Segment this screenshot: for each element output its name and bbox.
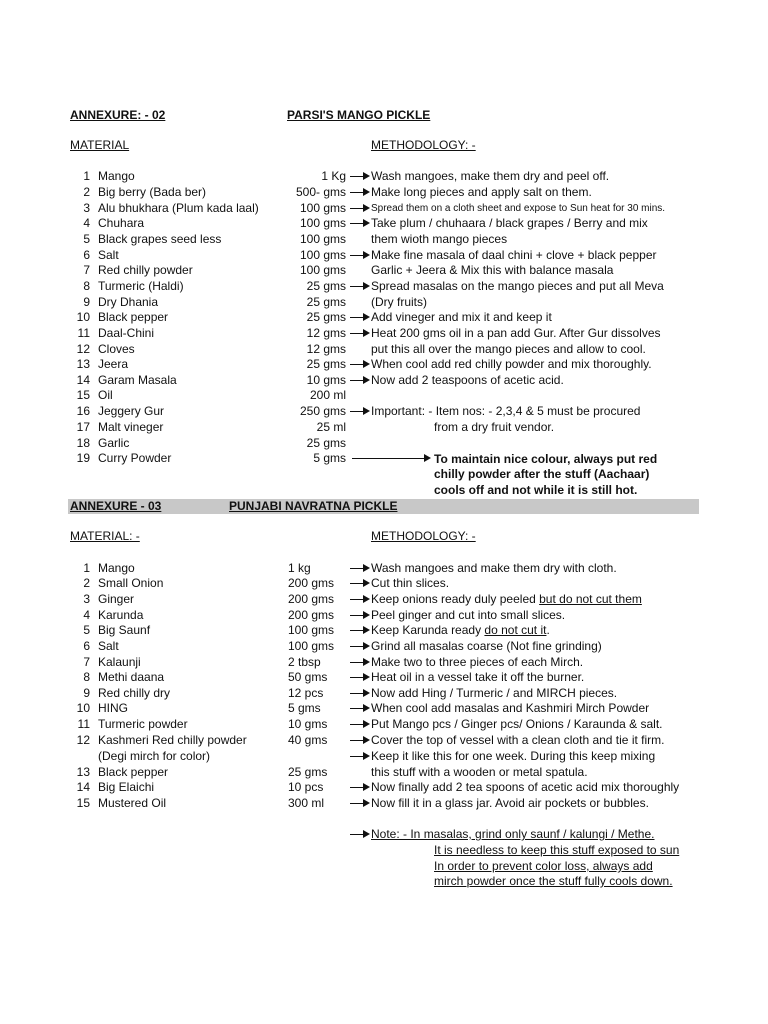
method-step-emphasis: but do not cut them bbox=[539, 592, 642, 606]
method-step bbox=[371, 670, 584, 685]
method-step bbox=[371, 655, 583, 670]
method-step bbox=[371, 780, 679, 795]
item-number: 9 bbox=[83, 686, 90, 700]
arrow-icon bbox=[350, 626, 370, 634]
item-name: Mustered Oil bbox=[98, 796, 167, 810]
item-quantity: 50 gms bbox=[288, 670, 328, 684]
colour-note-line-2: chilly powder after the stuff (Aachaar) bbox=[434, 467, 650, 481]
item-name: Red chilly dry bbox=[98, 686, 171, 700]
arrow-icon bbox=[350, 752, 370, 760]
item-name: Dry Dhania bbox=[98, 295, 159, 309]
method-step: them wioth mango pieces bbox=[371, 232, 508, 246]
method-step bbox=[371, 608, 565, 623]
method-step-text: Keep onions ready duly peeled bbox=[371, 592, 540, 606]
item-name: Big Saunf bbox=[98, 623, 151, 637]
masala-note-line-1: Note: - In masalas, grind only saunf / kalungi / Methe. bbox=[371, 827, 655, 841]
method-step-text: Cover the top of vessel with a clean cloth and tie it firm. bbox=[371, 733, 665, 747]
method-step bbox=[371, 592, 642, 607]
item-quantity: 12 gms bbox=[306, 326, 346, 340]
method-step-text: Grind all masalas coarse (Not fine grinding) bbox=[371, 639, 602, 653]
arrow-icon bbox=[350, 407, 370, 415]
arrow-icon bbox=[350, 282, 370, 290]
item-name: Malt vineger bbox=[98, 420, 164, 434]
item-quantity: 200 gms bbox=[288, 608, 335, 622]
method-step bbox=[371, 701, 649, 716]
item-number: 6 bbox=[83, 248, 90, 262]
method-step: Spread masalas on the mango pieces and put all Meva bbox=[371, 279, 664, 293]
method-step-emphasis: do not cut it bbox=[484, 623, 547, 637]
item-name: Oil bbox=[98, 388, 113, 402]
item-name: Big berry (Bada ber) bbox=[98, 185, 207, 199]
arrow-icon bbox=[350, 736, 370, 744]
item-number: 5 bbox=[83, 232, 90, 246]
method-step: Important: - Item nos: - 2,3,4 & 5 must be procured bbox=[371, 404, 641, 418]
method-step bbox=[371, 733, 664, 748]
item-quantity: 1 kg bbox=[288, 561, 311, 575]
method-step: When cool add red chilly powder and mix thoroughly. bbox=[371, 357, 652, 371]
item-number: 2 bbox=[83, 576, 90, 590]
arrow-icon bbox=[350, 219, 370, 227]
item-name: Jeggery Gur bbox=[98, 404, 165, 418]
item-quantity: 100 gms bbox=[299, 201, 346, 215]
item-quantity: 25 gms bbox=[306, 436, 346, 450]
item-name: Curry Powder bbox=[98, 451, 172, 465]
item-quantity: 10 gms bbox=[288, 717, 328, 731]
material-heading-03: MATERIAL: - bbox=[70, 529, 140, 543]
item-name: Mango bbox=[98, 169, 135, 183]
item-name: HING bbox=[98, 701, 128, 715]
arrow-icon bbox=[350, 642, 370, 650]
item-name: (Degi mirch for color) bbox=[98, 749, 211, 763]
item-quantity: 40 gms bbox=[288, 733, 328, 747]
item-name: Black pepper bbox=[98, 765, 169, 779]
item-number: 13 bbox=[76, 765, 90, 779]
method-step: Now add 2 teaspoons of acetic acid. bbox=[371, 373, 564, 387]
method-step bbox=[371, 765, 588, 780]
item-name: Black grapes seed less bbox=[98, 232, 222, 246]
item-number: 8 bbox=[83, 279, 90, 293]
item-number: 4 bbox=[83, 216, 90, 230]
item-quantity: 25 gms bbox=[288, 765, 328, 779]
item-name: Garlic bbox=[98, 436, 130, 450]
masala-note-line-2: It is needless to keep this stuff exposed to sun bbox=[434, 843, 680, 857]
item-number: 15 bbox=[76, 388, 90, 402]
item-number: 3 bbox=[83, 201, 90, 215]
method-step-text: Peel ginger and cut into small slices. bbox=[371, 608, 566, 622]
annexure-02-title: PARSI'S MANGO PICKLE bbox=[287, 108, 431, 122]
item-name: Alu bhukhara (Plum kada laal) bbox=[98, 201, 259, 215]
method-step-text: Keep it like this for one week. During this keep mixing bbox=[371, 749, 656, 763]
item-name: Black pepper bbox=[98, 310, 169, 324]
item-quantity: 500- gms bbox=[295, 185, 346, 199]
item-number: 18 bbox=[76, 436, 90, 450]
item-name: Methi daana bbox=[98, 670, 165, 684]
item-name: Turmeric (Haldi) bbox=[98, 279, 184, 293]
long-arrow-icon bbox=[352, 454, 431, 462]
item-number: 8 bbox=[83, 670, 90, 684]
arrow-icon bbox=[350, 564, 370, 572]
method-step-text: this stuff with a wooden or metal spatula. bbox=[371, 765, 588, 779]
method-step: Take plum / chuhaara / black grapes / Berry and mix bbox=[371, 216, 648, 230]
method-step bbox=[371, 686, 617, 701]
annexure-03-title: PUNJABI NAVRATNA PICKLE bbox=[229, 499, 398, 513]
method-step-text: Cut thin slices. bbox=[371, 576, 450, 590]
item-number: 9 bbox=[83, 295, 90, 309]
arrow-icon bbox=[350, 172, 370, 180]
item-number: 13 bbox=[76, 357, 90, 371]
item-number: 7 bbox=[83, 655, 90, 669]
arrow-icon bbox=[350, 658, 370, 666]
item-name: Karunda bbox=[98, 608, 144, 622]
item-name: Kalaunji bbox=[98, 655, 141, 669]
method-step: from a dry fruit vendor. bbox=[434, 420, 555, 434]
method-step-text: Keep Karunda ready bbox=[371, 623, 485, 637]
item-quantity: 25 gms bbox=[306, 310, 346, 324]
method-step-tail: . bbox=[546, 623, 550, 637]
item-quantity: 300 ml bbox=[288, 796, 325, 810]
item-quantity: 5 gms bbox=[288, 701, 321, 715]
item-quantity: 100 gms bbox=[299, 216, 346, 230]
arrow-icon bbox=[350, 251, 370, 259]
arrow-icon bbox=[350, 704, 370, 712]
method-step bbox=[371, 749, 655, 764]
arrow-icon bbox=[350, 830, 370, 838]
method-step: Make long pieces and apply salt on them. bbox=[371, 185, 592, 199]
method-step-text: Make two to three pieces of each Mirch. bbox=[371, 655, 584, 669]
material-heading-02: MATERIAL bbox=[70, 138, 130, 152]
method-step bbox=[371, 623, 550, 638]
method-step-text: Now fill it in a glass jar. Avoid air pockets or bubbles. bbox=[371, 796, 649, 810]
arrow-icon bbox=[350, 799, 370, 807]
item-number: 10 bbox=[76, 310, 90, 324]
item-name: Ginger bbox=[98, 592, 135, 606]
item-name: Red chilly powder bbox=[98, 263, 193, 277]
arrow-icon bbox=[350, 595, 370, 603]
method-step bbox=[371, 717, 663, 732]
method-step: Heat 200 gms oil in a pan add Gur. After Gur dissolves bbox=[371, 326, 661, 340]
item-number: 6 bbox=[83, 639, 90, 653]
item-number: 1 bbox=[83, 561, 90, 575]
item-name: Kashmeri Red chilly powder bbox=[98, 733, 247, 747]
item-quantity: 100 gms bbox=[288, 623, 335, 637]
method-step-text: Wash mangoes and make them dry with cloth. bbox=[371, 561, 617, 575]
item-number: 15 bbox=[76, 796, 90, 810]
item-name: Mango bbox=[98, 561, 135, 575]
method-step bbox=[371, 796, 649, 811]
method-step: Garlic + Jeera & Mix this with balance masala bbox=[371, 263, 614, 277]
item-number: 12 bbox=[76, 342, 90, 356]
item-number: 5 bbox=[83, 623, 90, 637]
annexure-02-label: ANNEXURE: - 02 bbox=[70, 108, 166, 122]
method-step bbox=[371, 576, 449, 591]
item-name: Salt bbox=[98, 248, 119, 262]
item-number: 19 bbox=[76, 451, 90, 465]
item-name: Daal-Chini bbox=[98, 326, 155, 340]
item-name: Turmeric powder bbox=[98, 717, 188, 731]
arrow-icon bbox=[350, 689, 370, 697]
method-step: Add vineger and mix it and keep it bbox=[371, 310, 552, 324]
item-number: 12 bbox=[76, 733, 90, 747]
item-name: Chuhara bbox=[98, 216, 145, 230]
item-number: 3 bbox=[83, 592, 90, 606]
arrow-icon bbox=[350, 673, 370, 681]
item-quantity: 250 gms bbox=[299, 404, 346, 418]
methodology-heading-02: METHODOLOGY: - bbox=[371, 138, 476, 152]
item-name: Garam Masala bbox=[98, 373, 177, 387]
arrow-icon bbox=[350, 313, 370, 321]
masala-note-line-3: In order to prevent color loss, always add bbox=[434, 859, 653, 873]
arrow-icon bbox=[350, 204, 370, 212]
method-step-text: Heat oil in a vessel take it off the burner. bbox=[371, 670, 585, 684]
item-name: Cloves bbox=[98, 342, 135, 356]
item-number: 17 bbox=[76, 420, 90, 434]
arrow-icon bbox=[350, 329, 370, 337]
item-name: Big Elaichi bbox=[98, 780, 155, 794]
item-quantity: 25 gms bbox=[306, 295, 346, 309]
method-step-text: Now add Hing / Turmeric / and MIRCH pieces. bbox=[371, 686, 618, 700]
item-quantity: 25 gms bbox=[306, 357, 346, 371]
arrow-icon bbox=[350, 188, 370, 196]
item-quantity: 200 gms bbox=[288, 576, 335, 590]
method-step: put this all over the mango pieces and allow to cool. bbox=[371, 342, 646, 356]
method-step-text: When cool add masalas and Kashmiri Mirch Powder bbox=[371, 701, 650, 715]
colour-note-line-1: To maintain nice colour, always put red bbox=[434, 452, 658, 466]
item-quantity: 5 gms bbox=[313, 451, 346, 465]
item-quantity: 100 gms bbox=[299, 232, 346, 246]
arrow-icon bbox=[350, 360, 370, 368]
methodology-heading-03: METHODOLOGY: - bbox=[371, 529, 476, 543]
item-quantity: 25 ml bbox=[316, 420, 346, 434]
item-quantity: 25 gms bbox=[306, 279, 346, 293]
method-step-text: Now finally add 2 tea spoons of acetic acid mix thoroughly bbox=[371, 780, 680, 794]
item-quantity: 10 pcs bbox=[288, 780, 324, 794]
arrow-icon bbox=[350, 720, 370, 728]
item-number: 7 bbox=[83, 263, 90, 277]
item-quantity: 10 gms bbox=[306, 373, 346, 387]
item-quantity: 200 ml bbox=[309, 388, 346, 402]
item-quantity: 100 gms bbox=[299, 263, 346, 277]
item-number: 4 bbox=[83, 608, 90, 622]
method-step bbox=[371, 561, 617, 576]
method-step-text: Put Mango pcs / Ginger pcs/ Onions / Karaunda & salt. bbox=[371, 717, 663, 731]
masala-note-line-4: mirch powder once the stuff fully cools down. bbox=[434, 874, 673, 888]
annexure-03-label: ANNEXURE - 03 bbox=[70, 499, 162, 513]
item-number: 14 bbox=[76, 373, 90, 387]
item-quantity: 2 tbsp bbox=[288, 655, 321, 669]
item-name: Salt bbox=[98, 639, 119, 653]
item-quantity: 200 gms bbox=[288, 592, 335, 606]
item-quantity: 12 pcs bbox=[288, 686, 324, 700]
item-number: 11 bbox=[77, 717, 90, 731]
item-number: 14 bbox=[76, 780, 90, 794]
method-step: Wash mangoes, make them dry and peel off. bbox=[371, 169, 610, 183]
arrow-icon bbox=[350, 376, 370, 384]
item-number: 11 bbox=[77, 326, 90, 340]
item-name: Jeera bbox=[98, 357, 129, 371]
item-number: 10 bbox=[76, 701, 90, 715]
item-quantity: 100 gms bbox=[299, 248, 346, 262]
item-number: 1 bbox=[83, 169, 90, 183]
arrow-icon bbox=[350, 579, 370, 587]
item-number: 2 bbox=[83, 185, 90, 199]
item-quantity: 12 gms bbox=[306, 342, 346, 356]
arrow-icon bbox=[350, 611, 370, 619]
item-quantity: 100 gms bbox=[288, 639, 335, 653]
method-step: (Dry fruits) bbox=[371, 295, 427, 309]
item-number: 16 bbox=[76, 404, 90, 418]
method-step bbox=[371, 639, 602, 654]
colour-note-line-3: cools off and not while it is still hot. bbox=[434, 483, 638, 497]
item-quantity: 1 Kg bbox=[321, 169, 346, 183]
method-step: Make fine masala of daal chini + clove + black pepper bbox=[371, 248, 657, 262]
item-name: Small Onion bbox=[98, 576, 164, 590]
method-step: Spread them on a cloth sheet and expose to Sun heat for 30 mins. bbox=[371, 203, 666, 214]
arrow-icon bbox=[350, 783, 370, 791]
